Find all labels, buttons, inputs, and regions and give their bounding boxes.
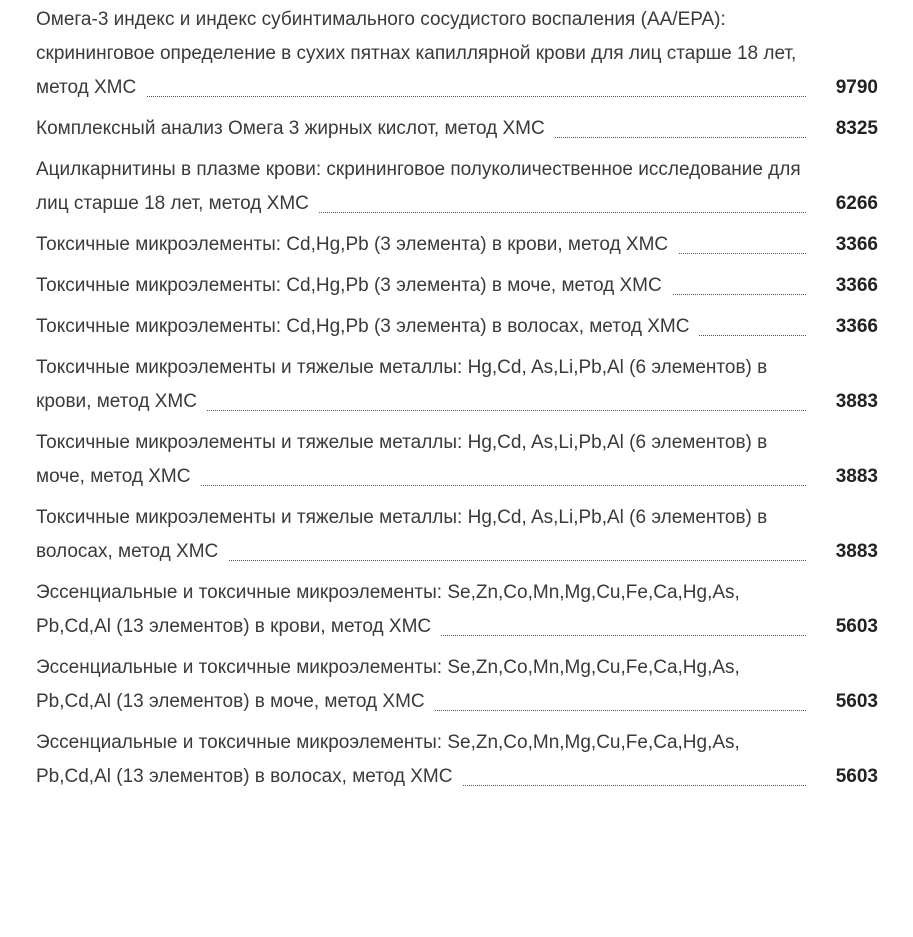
service-price: 8325 <box>835 118 878 139</box>
service-price: 3883 <box>835 466 878 487</box>
service-name <box>36 3 806 105</box>
service-name <box>36 112 806 146</box>
service-name <box>36 651 806 719</box>
price-row <box>36 269 878 303</box>
price-row <box>36 651 878 719</box>
price-row <box>36 501 878 569</box>
service-price: 6266 <box>835 193 878 214</box>
service-name <box>36 153 806 221</box>
service-name <box>36 310 806 344</box>
service-name-text: Токсичные микроэлементы: Cd,Hg,Pb (3 элемента) в крови, метод ХМС <box>36 234 678 255</box>
service-name <box>36 726 806 794</box>
price-list <box>36 3 878 801</box>
service-name-text: Эссенциальные и токсичные микроэлементы: Se,Zn,Co,Mn,Mg,Cu,Fe,Ca,Hg,As, Pb,Cd,Al (13 элементов) в крови, метод ХМС <box>36 582 740 637</box>
service-price: 3366 <box>835 316 878 337</box>
service-name-text: Токсичные микроэлементы и тяжелые металлы: Hg,Cd, As,Li,Pb,Al (6 элементов) в волосах, метод ХМС <box>36 507 768 562</box>
service-name <box>36 269 806 303</box>
service-price: 3366 <box>835 275 878 296</box>
service-name-text: Токсичные микроэлементы: Cd,Hg,Pb (3 элемента) в волосах, метод ХМС <box>36 316 699 337</box>
price-row <box>36 228 878 262</box>
price-row <box>36 153 878 221</box>
service-name <box>36 426 806 494</box>
service-name-text: Токсичные микроэлементы и тяжелые металлы: Hg,Cd, As,Li,Pb,Al (6 элементов) в крови, метод ХМС <box>36 357 768 412</box>
service-name-text: Эссенциальные и токсичные микроэлементы: Se,Zn,Co,Mn,Mg,Cu,Fe,Ca,Hg,As, Pb,Cd,Al (13 элементов) в волосах, метод ХМС <box>36 732 740 787</box>
price-row <box>36 726 878 794</box>
price-row <box>36 576 878 644</box>
service-name <box>36 576 806 644</box>
service-price: 5603 <box>835 691 878 712</box>
price-row <box>36 3 878 105</box>
service-name-text: Эссенциальные и токсичные микроэлементы: Se,Zn,Co,Mn,Mg,Cu,Fe,Ca,Hg,As, Pb,Cd,Al (13 элементов) в моче, метод ХМС <box>36 657 740 712</box>
service-name-text: Токсичные микроэлементы и тяжелые металлы: Hg,Cd, As,Li,Pb,Al (6 элементов) в моче, метод ХМС <box>36 432 768 487</box>
service-price: 3883 <box>835 391 878 412</box>
service-name-text: Ацилкарнитины в плазме крови: скрининговое полуколичественное исследование для лиц старше 18 лет, метод ХМС <box>36 159 801 214</box>
service-name-text: Комплексный анализ Омега 3 жирных кислот, метод ХМС <box>36 118 555 139</box>
service-name <box>36 228 806 262</box>
service-name <box>36 501 806 569</box>
service-name-text: Омега-3 индекс и индекс субинтимального сосудистого воспаления (AA/EPA): скрининговое определение в сухих пятнах капиллярной крови для лиц старше 18 лет, метод ХМС <box>36 9 797 98</box>
dot-leader <box>36 96 806 97</box>
service-price: 3883 <box>835 541 878 562</box>
service-price: 5603 <box>835 766 878 787</box>
price-row <box>36 112 878 146</box>
service-price: 3366 <box>835 234 878 255</box>
service-name <box>36 351 806 419</box>
service-name-text: Токсичные микроэлементы: Cd,Hg,Pb (3 элемента) в моче, метод ХМС <box>36 275 672 296</box>
price-row <box>36 351 878 419</box>
price-row <box>36 426 878 494</box>
service-price: 5603 <box>835 616 878 637</box>
price-row <box>36 310 878 344</box>
service-price: 9790 <box>835 77 878 98</box>
